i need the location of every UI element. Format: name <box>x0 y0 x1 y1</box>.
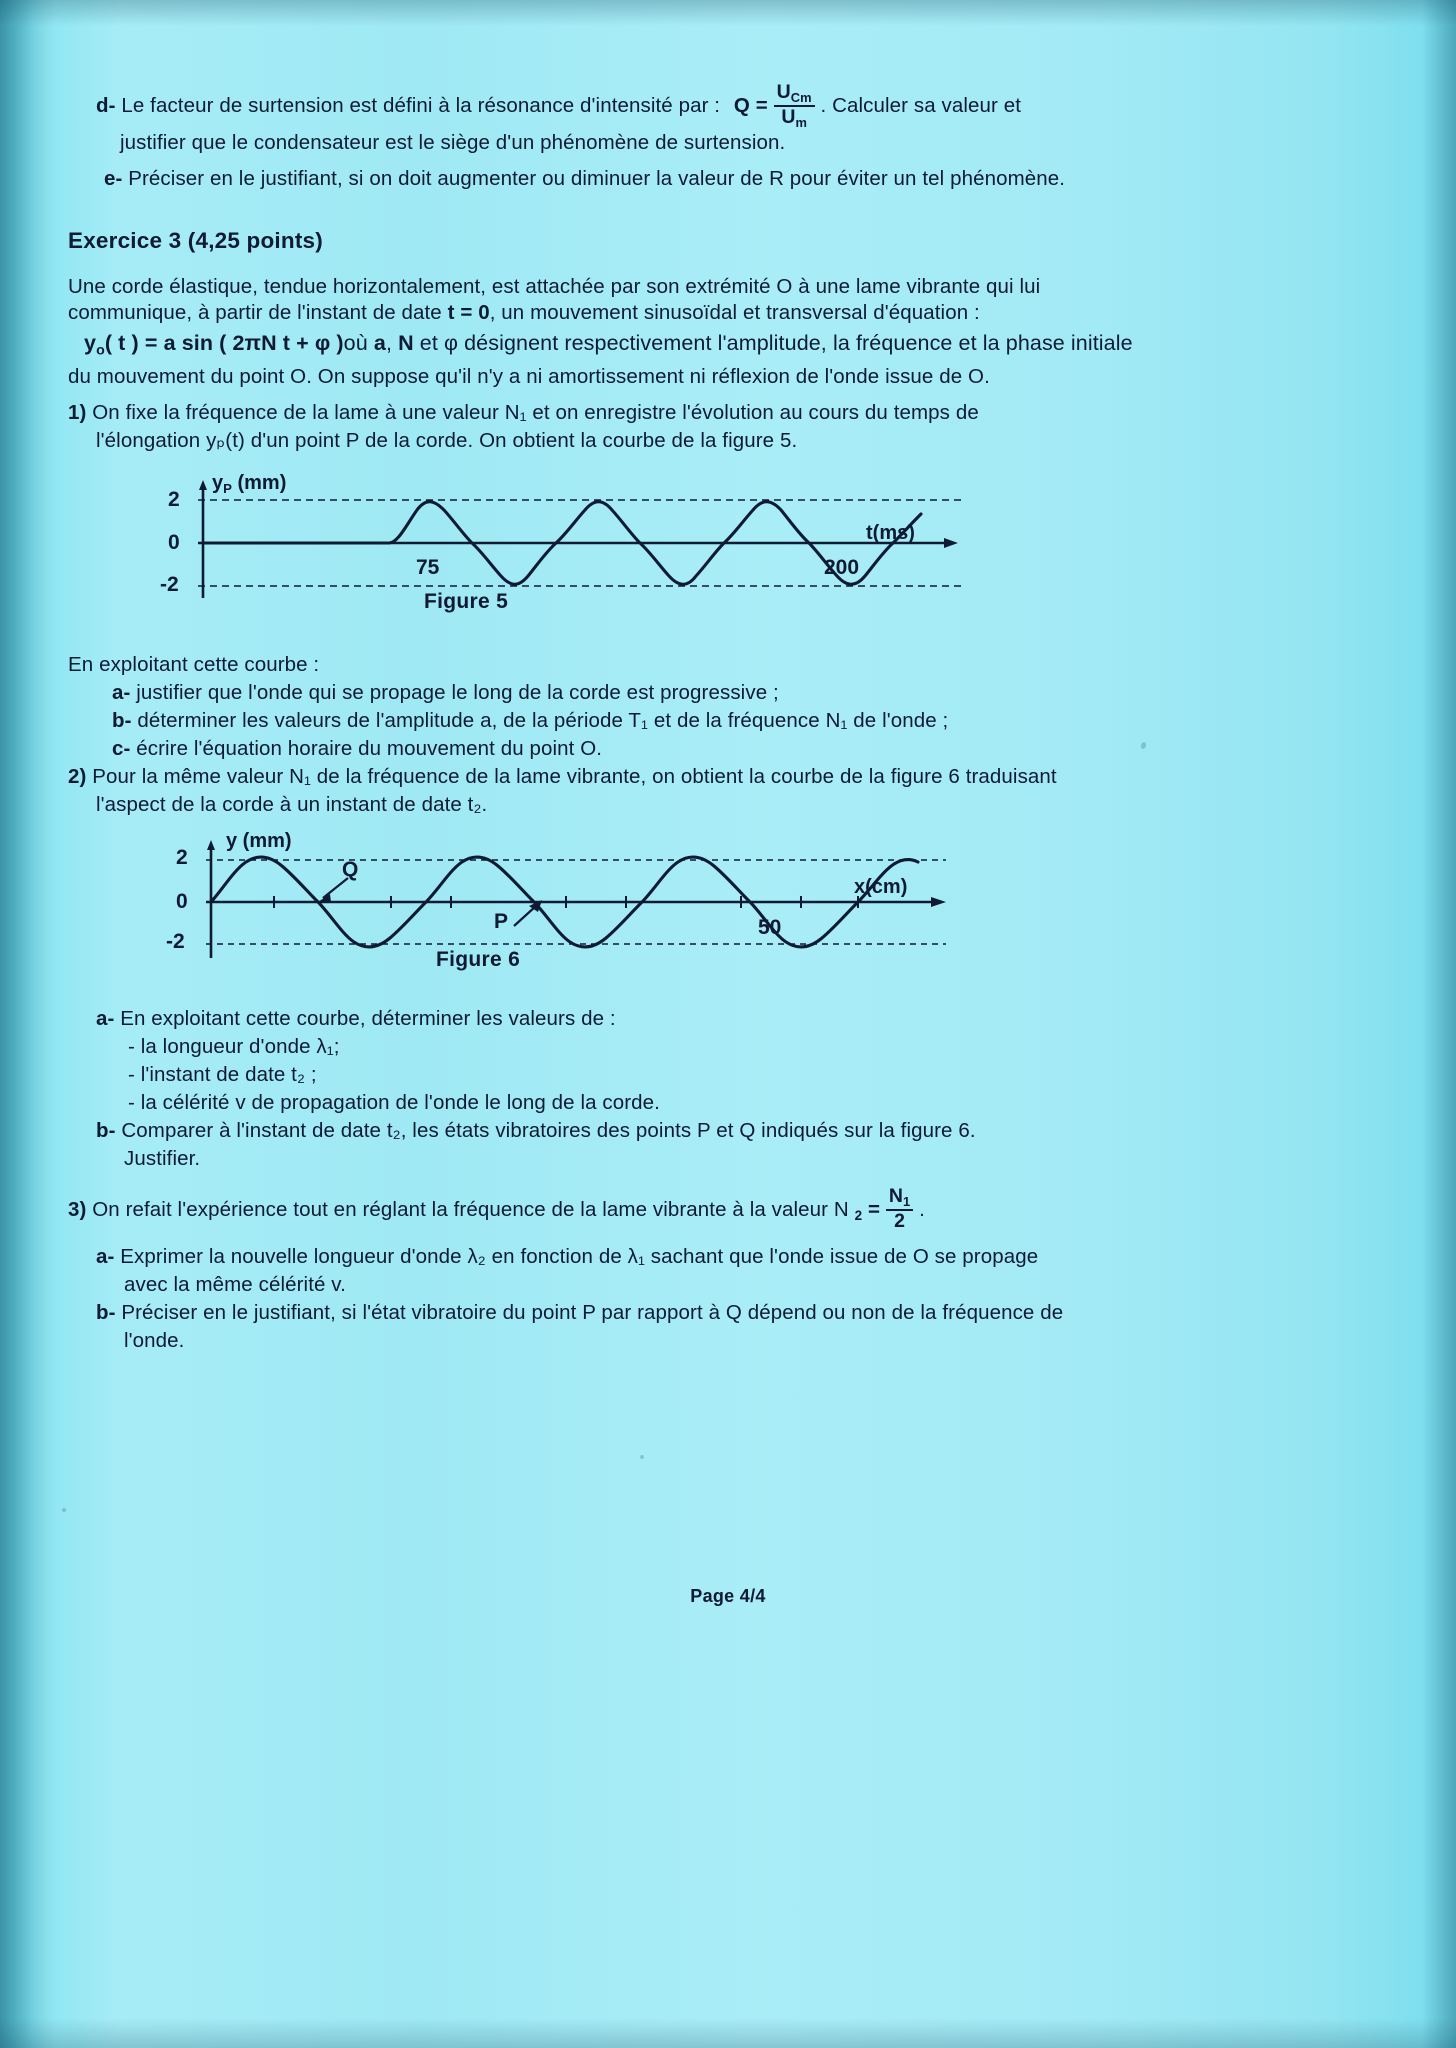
figure-6-x-axis-label: x(cm) <box>854 876 908 898</box>
item-d-line <box>96 82 1021 129</box>
item-d-formula-lhs: Q = <box>733 93 768 117</box>
exploit-intro: En exploitant cette courbe : <box>68 653 320 676</box>
f6-bullet-3: - la célérité v de propagation de l'onde le long de la corde. <box>128 1091 660 1114</box>
question-3-N-sub: 2 <box>854 1208 863 1224</box>
equation-y: y <box>84 331 97 355</box>
intro-line-2c: , un mouvement sinusoïdal et transversal d'équation : <box>489 301 980 324</box>
figure-6-ytick-minus2: -2 <box>166 930 185 953</box>
exercise-title: Exercice 3 (4,25 points) <box>68 228 323 253</box>
question-1-line-2: l'élongation yₚ(t) d'un point P de la corde. On obtient la courbe de la figure 5. <box>96 429 798 452</box>
equation-tail-1: où <box>343 331 374 355</box>
q3-item-a-line-2: avec la même célérité v. <box>124 1273 346 1296</box>
equation-tail-a: a <box>373 331 386 355</box>
page-footer: Page 4/4 <box>690 1586 766 1606</box>
figure-6-annotation-p: P <box>494 910 509 933</box>
f6-item-a <box>96 1004 616 1034</box>
f6-bullet-2: - l'instant de date t₂ ; <box>128 1063 317 1086</box>
exploit-item-a-prefix: a- <box>112 681 131 704</box>
exploit-item-b <box>112 706 948 736</box>
figure-6-caption: Figure 6 <box>436 948 521 971</box>
q3-fraction-denominator: 2 <box>886 1209 913 1231</box>
item-d-text: Le facteur de surtension est défini à la résonance d'intensité par : <box>121 93 721 117</box>
figure-6-y-axis-label: y (mm) <box>226 830 292 852</box>
figure-5-ytick-minus2: -2 <box>160 573 179 596</box>
q3-item-b-text: Préciser en le justifiant, si l'état vibratoire du point P par rapport à Q dépend ou non de la fréquence de <box>121 1301 1064 1324</box>
equation-line <box>84 328 1133 366</box>
question-1-line-1 <box>68 398 979 428</box>
figure-6-xtick-50: 50 <box>758 916 782 939</box>
item-e-text: Préciser en le justifiant, si on doit augmenter ou diminuer la valeur de R pour éviter un tel phénomène. <box>128 167 1066 190</box>
fraction-numerator: $U_{Cm}$ <box>776 81 812 106</box>
figure-6-annotation-q: Q <box>342 858 359 881</box>
figure-6-ytick-0: 0 <box>176 890 188 913</box>
exploit-item-a <box>112 678 779 708</box>
exploit-item-c-text: écrire l'équation horaire du mouvement du point O. <box>136 737 603 760</box>
figure-6-p-arrow-line <box>514 906 536 926</box>
item-d-text-after: . Calculer sa valeur et <box>820 93 1022 117</box>
f6-item-b <box>96 1116 976 1146</box>
question-2-line-1 <box>68 762 1057 792</box>
equation-body: ( t ) = a sin ( 2πN t + φ ) <box>104 331 344 355</box>
question-1-text-1: On fixe la fréquence de la lame à une valeur N₁ et on enregistre l'évolution au cours du temps de <box>92 401 979 424</box>
item-e-prefix: e- <box>104 167 123 190</box>
intro-t0: t = 0 <box>447 301 490 324</box>
exploit-item-b-text: déterminer les valeurs de l'amplitude a, de la période T₁ et de la fréquence N₁ de l'onde ; <box>137 709 949 732</box>
q3-fraction-numerator: $N_1$ <box>888 1185 911 1210</box>
figure-5-ytick-0: 0 <box>168 531 180 554</box>
q3-item-a-line-1 <box>96 1242 1038 1272</box>
question-3-fraction <box>886 1186 913 1231</box>
intro-line-2 <box>68 298 980 328</box>
f6-item-a-text: En exploitant cette courbe, déterminer les valeurs de : <box>120 1007 616 1030</box>
item-d-line2: justifier que le condensateur est le siège d'un phénomène de surtension. <box>120 131 786 154</box>
intro-line-4: du mouvement du point O. On suppose qu'il n'y a ni amortissement ni réflexion de l'onde issue de O. <box>68 365 990 388</box>
question-2-number: 2) <box>68 765 87 788</box>
f6-item-a-prefix: a- <box>96 1007 115 1030</box>
scan-speck <box>1140 741 1147 749</box>
figure-5-y-arrow <box>199 480 207 490</box>
item-d-prefix: d- <box>96 93 116 117</box>
figure-6-ytick-2: 2 <box>176 846 188 869</box>
figure-5-x-axis-label: t(ms) <box>866 522 915 544</box>
figure-5-svg <box>176 478 966 618</box>
figure-6-x-arrow <box>931 897 946 907</box>
scan-speck <box>640 1455 644 1459</box>
q3-item-a-text: Exprimer la nouvelle longueur d'onde λ₂ en fonction de λ₁ sachant que l'onde issue de O se propage <box>120 1245 1039 1268</box>
item-e-line <box>104 164 1065 194</box>
figure-5-y-axis-label: $y_P$ (mm) <box>212 472 287 497</box>
q3-item-b-line-2: l'onde. <box>124 1329 185 1352</box>
exploit-item-a-text: justifier que l'onde qui se propage le long de la corde est progressive ; <box>136 681 779 704</box>
exploit-item-c-prefix: c- <box>112 737 131 760</box>
figure-6-svg <box>186 838 966 974</box>
f6-item-b-text2: Justifier. <box>124 1147 201 1170</box>
exploit-item-c <box>112 734 602 764</box>
q3-item-b-prefix: b- <box>96 1301 116 1324</box>
f6-item-b-prefix: b- <box>96 1119 116 1142</box>
equation-y-sub: o <box>96 342 105 359</box>
question-3-line <box>68 1186 925 1231</box>
equation-tail-N: N <box>398 331 414 355</box>
figure-5-x-arrow <box>944 538 958 548</box>
f6-bullet-1: - la longueur d'onde λ₁; <box>128 1035 340 1058</box>
q3-item-a-prefix: a- <box>96 1245 115 1268</box>
question-3-equals: = <box>868 1197 881 1221</box>
fraction-denominator: $U_m$ <box>774 105 815 130</box>
figure-6-q-arrow-head <box>318 894 331 902</box>
question-2-line-2: l'aspect de la corde à un instant de date t₂. <box>96 793 488 816</box>
figure-5-ytick-2: 2 <box>168 488 180 511</box>
figure-5-caption: Figure 5 <box>424 590 509 613</box>
f6-item-b-text: Comparer à l'instant de date t₂, les états vibratoires des points P et Q indiqués sur la figure 6. <box>121 1119 976 1142</box>
question-1-number: 1) <box>68 401 87 424</box>
equation-tail-3: et φ désignent respectivement l'amplitude, la fréquence et la phase initiale <box>413 331 1133 355</box>
intro-line-1: Une corde élastique, tendue horizontalement, est attachée par son extrémité O à une lame vibrante qui lui <box>68 275 1041 298</box>
scan-speck <box>62 1508 66 1512</box>
equation-tail-2: , <box>385 331 399 355</box>
figure-5-xtick-200: 200 <box>824 556 860 579</box>
figure-5-xtick-75: 75 <box>416 556 440 579</box>
question-3-period: . <box>919 1197 925 1221</box>
intro-line-2a: communique, à partir de l'instant de date <box>68 301 448 324</box>
exploit-item-b-prefix: b- <box>112 709 132 732</box>
surtension-fraction <box>774 82 815 129</box>
question-3-text: On refait l'expérience tout en réglant la fréquence de la lame vibrante à la valeur N <box>92 1197 849 1221</box>
question-3-number: 3) <box>68 1197 87 1221</box>
figure-5 <box>160 472 966 618</box>
q3-item-b-line-1 <box>96 1298 1063 1328</box>
figure-6 <box>166 830 966 974</box>
question-2-text-1: Pour la même valeur N₁ de la fréquence de la lame vibrante, on obtient la courbe de la figure 6 traduisant <box>92 765 1057 788</box>
figure-6-y-arrow <box>207 840 215 850</box>
